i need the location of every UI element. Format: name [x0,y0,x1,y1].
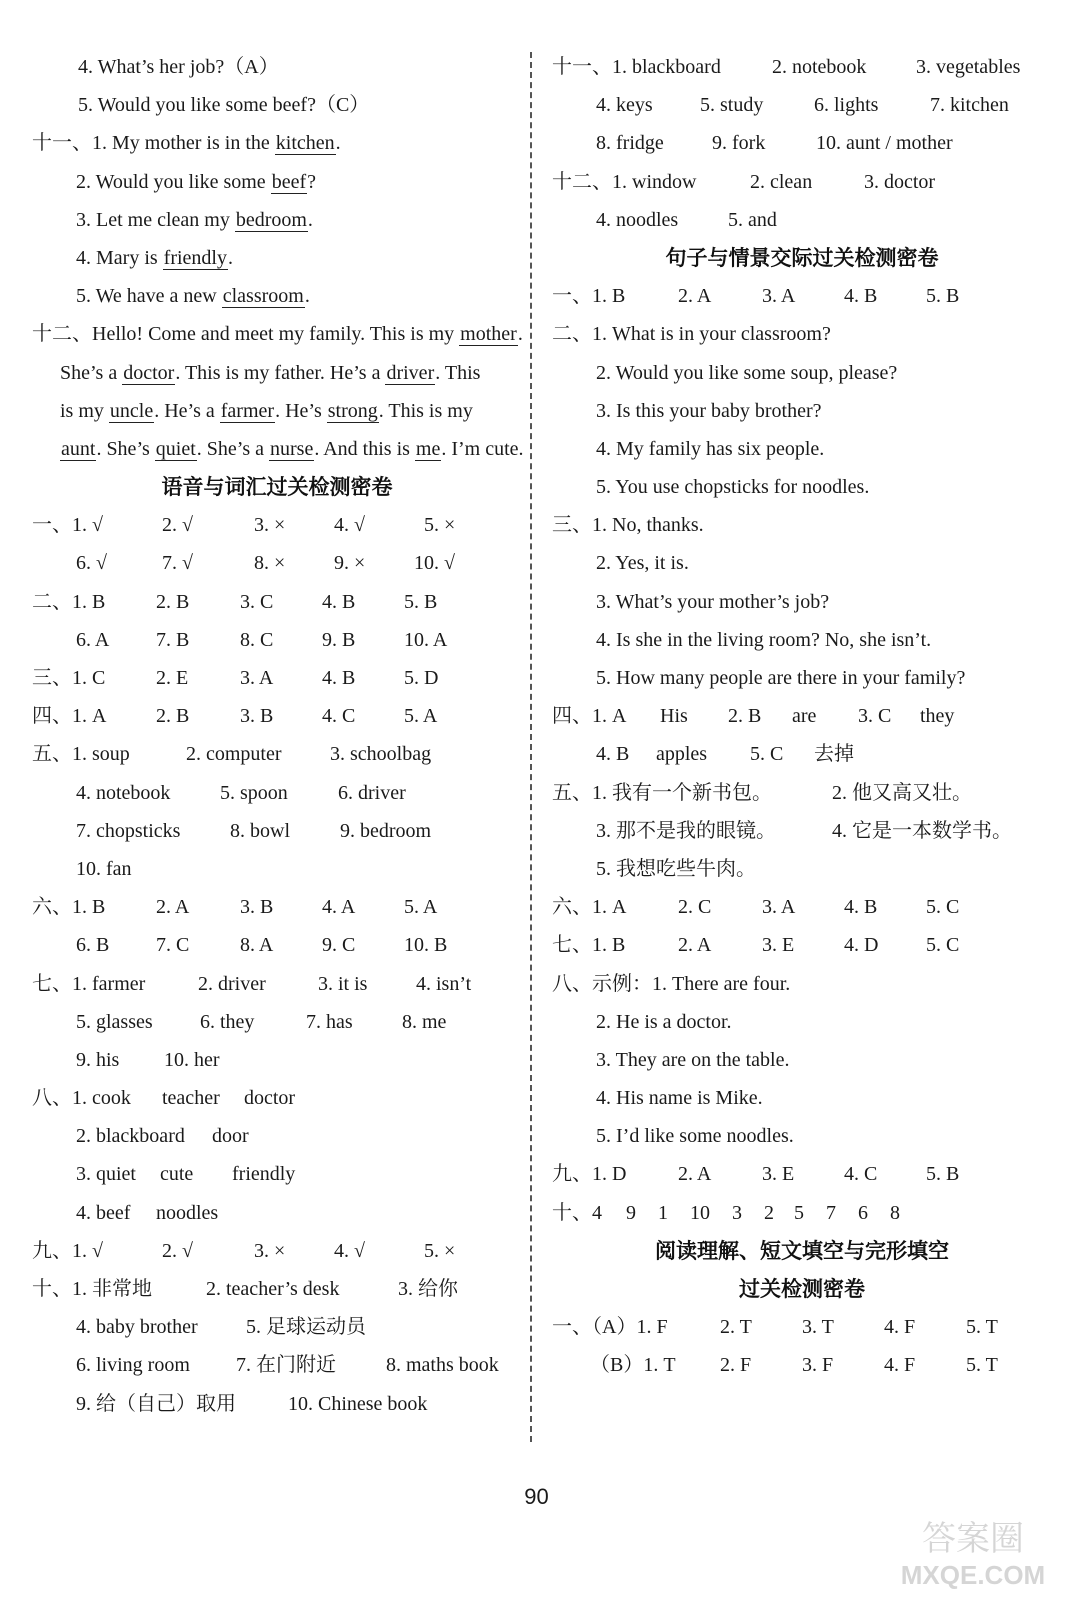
answer-item: 2. clean [750,170,813,193]
answer-item: 9 [626,1201,636,1224]
answer-item: 5. B [926,285,960,308]
filled-blank: kitchen [275,132,335,155]
answer-line [552,163,1052,201]
answer-item: 3. quiet [76,1163,136,1186]
answer-item: 去掉 [814,743,854,766]
answer-line [32,1117,522,1155]
answer-item: 9. bedroom [340,819,432,842]
answer-line [552,124,1052,162]
answer-item: 2. A [678,934,712,957]
answer-item: 4. B [322,590,356,613]
answer-item: 6. driver [338,781,406,804]
page-number: 90 [524,1484,549,1509]
answer-line [32,315,522,353]
answer-item: 5. glasses [76,1010,153,1033]
answer-item: 十二、1. window [552,170,697,193]
watermark-logo [878,1512,1068,1592]
answer-item: 3. C [858,705,892,728]
answer-text [76,201,313,239]
section-heading: 语音与词汇过关检测密卷 [161,475,393,500]
answer-line [552,315,1052,353]
answer-item: 七、1. B [552,934,626,957]
answer-line [32,163,522,201]
answer-item: 9. × [334,552,366,575]
answer-line [552,1308,1052,1346]
answer-line [32,1346,522,1384]
answer-item: 5. D [404,667,439,689]
answer-line [32,926,522,964]
answer-item: 9. B [322,628,356,651]
answer-item: 4. Is she in the living room? No, she isn’t. [596,628,932,651]
answer-item: 八、1. cook [32,1087,131,1110]
answer-line [552,1003,1052,1041]
answer-item: 3. × [254,1239,286,1262]
answer-item: 5. C [926,934,960,957]
answer-item: 一、（A）1. F [552,1316,668,1339]
answer-item: 2. A [678,285,712,308]
answer-item: are [792,705,817,728]
filled-blank: friendly [163,246,227,269]
answer-item: 4. His name is Mike. [596,1087,763,1110]
text-run: . He’s a [154,399,220,422]
answer-item: 4. beef [76,1201,131,1224]
answer-line [32,354,522,392]
answer-item: 2. √ [162,1239,193,1262]
answer-item: 5. and [728,208,777,231]
answer-item: 2. A [678,1163,712,1186]
answer-item: 2. E [156,667,189,689]
answer-item: 4. D [844,934,879,957]
answer-item: 2. √ [162,514,193,537]
answer-item: 十一、1. blackboard [552,56,721,78]
answer-item: 3. They are on the table. [596,1048,790,1071]
answer-item: 2. A [156,896,190,919]
answer-item: 5 [794,1201,804,1224]
answer-line [552,430,1052,468]
answer-item: 2. Would you like some soup, please? [596,361,898,384]
answer-item: 3. B [240,896,274,919]
text-run: 十一、1. My mother is in the [32,132,275,155]
answer-item: 3. 那不是我的眼镜。 [596,819,776,842]
answer-item: His [660,705,688,728]
answer-item: doctor [244,1087,296,1110]
answer-item: 2. teacher’s desk [206,1278,340,1300]
answer-line [32,1155,522,1193]
answer-item: 3. F [802,1354,834,1377]
answer-line [552,506,1052,544]
answer-line [32,277,522,315]
answer-line [32,201,522,239]
answer-line [32,965,522,1003]
answer-item: 8. fridge [596,132,664,155]
answer-item: 10. A [404,628,448,651]
answer-item: 5. B [926,1163,960,1186]
answer-item: 10. Chinese book [288,1392,428,1415]
answer-line [32,239,522,277]
answer-line [552,850,1052,888]
answer-item: 4. keys [596,94,653,117]
text-run: 5. We have a new [76,285,222,308]
answer-line [552,354,1052,392]
answer-item: 5. C [926,896,960,919]
answer-item: 6. B [76,934,110,957]
answer-item: 4. A [322,896,356,919]
answer-item: door [212,1125,249,1148]
answer-item: 2. driver [198,972,266,995]
answer-line [32,1232,522,1270]
answer-item: 2. computer [186,743,282,766]
answer-item: 10 [690,1201,710,1224]
answer-line [552,1155,1052,1193]
answer-item: （B）1. T [590,1354,676,1377]
answer-line [552,201,1052,239]
answer-item: 4. isn’t [416,972,472,995]
answer-item: 4. What’s her job?（A） [78,56,279,78]
answer-item: 4. B [844,896,878,919]
answer-item: 6. A [76,628,110,651]
answer-item: 2. B [156,705,190,728]
filled-blank: doctor [123,361,175,384]
answer-item: 6. √ [76,552,107,575]
answer-line [32,430,522,468]
text-run: 3. Let me clean my [76,208,235,231]
answer-item: 五、1. 我有一个新书包。 [552,781,772,804]
answer-item: 9. 给（自己）取用 [76,1392,236,1415]
answer-line [32,1041,522,1079]
answer-item: 2. B [728,705,762,728]
answer-text [76,239,233,277]
text-run: . [335,132,341,155]
filled-blank: quiet [155,437,196,460]
answer-line [552,1079,1052,1117]
answer-item: 4. F [884,1316,916,1339]
answer-line [32,659,522,697]
answer-item: 10. √ [414,552,455,575]
answer-item: 四、1. A [552,705,627,728]
answer-item: 2. He is a doctor. [596,1010,732,1033]
filled-blank: aunt [61,437,96,460]
answer-item: 3. it is [318,972,368,995]
answer-item: apples [656,743,708,766]
answer-item: 4. baby brother [76,1316,198,1339]
answer-item: noodles [156,1201,219,1224]
answer-item: 3. doctor [864,170,936,193]
answer-line [32,392,522,430]
filled-blank: mother [460,323,517,346]
text-run: . [304,285,310,308]
answer-line [32,1079,522,1117]
answer-item: 七、1. farmer [32,972,146,995]
answer-item: 3. C [240,590,274,613]
answer-item: 5. C [750,743,784,766]
answer-item: 一、1. B [552,285,626,308]
answer-text [60,430,524,468]
text-run: is my [60,399,109,422]
answer-item: 7 [826,1201,836,1224]
answer-item: 4. B [596,743,630,766]
answer-item: 3. × [254,514,286,537]
answer-item: 8. maths book [386,1354,499,1377]
answer-item: 8. × [254,552,286,575]
answer-text [60,354,480,392]
answer-item: 2. 他又高又壮。 [832,781,972,804]
answer-item: 4. √ [334,1239,365,1262]
answer-line [552,735,1052,773]
answer-item: 10. aunt / mother [816,132,953,155]
answer-item: 九、1. √ [32,1239,103,1262]
answer-item: 二、1. What is in your classroom? [552,323,831,346]
section-heading: 句子与情景交际过关检测密卷 [665,245,939,270]
answer-item: 三、1. No, thanks. [552,514,704,537]
answer-item: 2. B [156,590,190,613]
answer-line [32,124,522,162]
text-run: ? [307,170,316,193]
answer-line [32,850,522,888]
answer-line [552,544,1052,582]
answer-item: 5. study [700,94,764,117]
answer-item: 5. spoon [220,781,288,804]
answer-item: 7. chopsticks [76,819,181,842]
text-run: . [307,208,313,231]
answer-item: 4. F [884,1354,916,1377]
answer-item: 二、1. B [32,590,106,613]
text-run: 4. Mary is [76,246,163,269]
answer-item: 6 [858,1201,868,1224]
answer-item: 3. B [240,705,274,728]
answer-item: 十、4 [552,1201,602,1224]
answer-item: 8. me [402,1010,447,1033]
answer-item: 4. C [844,1163,878,1186]
answer-item: 10. fan [76,857,132,880]
answer-text [76,163,316,201]
answer-line [552,812,1052,850]
answer-item: 7. kitchen [930,94,1009,117]
answer-item: 2. blackboard [76,1125,185,1148]
answer-line [32,621,522,659]
answer-line [552,468,1052,506]
filled-blank: me [415,437,441,460]
answer-line [552,926,1052,964]
answer-line [552,1194,1052,1232]
answer-item: 六、1. B [32,896,106,919]
answer-item: 5. Would you like some beef?（C） [78,94,370,117]
answer-item: 2. C [678,896,712,919]
answer-line [552,621,1052,659]
text-run: . He’s [275,399,327,422]
answer-item: 2 [764,1201,774,1224]
answer-item: 9. fork [712,132,766,155]
answer-item: cute [160,1163,194,1186]
answer-line [32,1003,522,1041]
answer-item: 1 [658,1201,668,1224]
text-run: . I’m cute. [441,437,524,460]
answer-item: 5. A [404,705,438,728]
answer-item: 8. A [240,934,274,957]
answer-item: 五、1. soup [32,743,130,766]
filled-blank: beef [271,170,307,193]
answer-item: 十、1. 非常地 [32,1278,152,1300]
answer-item: 8. C [240,628,274,651]
answer-item: 3. E [762,1163,795,1186]
answer-item: 3. schoolbag [330,743,432,766]
watermark-top: 答案圈 [922,1519,1024,1559]
answer-item: 9. C [322,934,356,957]
answer-item: 六、1. A [552,896,627,919]
text-run: . This is my father. He’s a [175,361,386,384]
answer-item: 5. You use chopsticks for noodles. [596,476,870,499]
answer-item: 5. B [404,590,438,613]
answer-item: 四、1. A [32,705,107,728]
text-run: She’s a [60,361,123,384]
filled-blank: classroom [222,285,304,308]
answer-item: 3. A [240,667,274,689]
answer-line [32,86,522,124]
answer-item: 4. √ [334,514,365,537]
answer-item: 6. they [200,1010,255,1033]
filled-blank: driver [386,361,435,384]
answer-item: 4. noodles [596,208,679,231]
answer-item: 5. × [424,1239,456,1262]
answer-line [32,774,522,812]
answer-text [32,124,341,162]
answer-line [32,1385,522,1423]
answer-item: teacher [162,1087,220,1110]
answer-line [32,1194,522,1232]
answer-line [32,544,522,582]
text-run: 2. Would you like some [76,170,271,193]
answer-line [552,1346,1052,1384]
answer-item: 4. C [322,705,356,728]
answer-item: 2. T [720,1316,752,1339]
answer-item: 9. his [76,1048,120,1071]
answer-item: 4. notebook [76,781,171,804]
answer-item: 3. A [762,896,796,919]
answer-item: 3. E [762,934,795,957]
answer-text [76,277,310,315]
answer-item: 3. A [762,285,796,308]
answer-item: 4. My family has six people. [596,437,825,460]
left-column [32,48,522,1423]
answer-item: 8. bowl [230,819,290,842]
filled-blank: strong [327,399,378,422]
answer-line [32,812,522,850]
answer-item: 7. has [306,1010,353,1033]
answer-item: 5. I’d like some noodles. [596,1125,794,1148]
answer-line [552,277,1052,315]
watermark-bottom: MXQE.COM [900,1560,1046,1590]
answer-line [552,1041,1052,1079]
answer-line [552,697,1052,735]
answer-line [552,774,1052,812]
answer-line [552,965,1052,1003]
answer-line [552,659,1052,697]
answer-item: 3 [732,1201,742,1224]
answer-line [32,888,522,926]
answer-item: 三、1. C [32,667,106,689]
answer-item: 3. What’s your mother’s job? [596,590,830,613]
answer-item: 7. 在门附近 [236,1354,336,1377]
answer-item: 一、1. √ [32,514,103,537]
answer-line [552,48,1052,86]
answer-item: 5. × [424,514,456,537]
answer-item: 3. vegetables [916,56,1021,78]
filled-blank: uncle [109,399,154,422]
answer-item: 10. her [164,1048,220,1071]
answer-item: 7. B [156,628,190,651]
answer-line [552,392,1052,430]
text-run: 十二、Hello! Come and meet my family. This is my [32,323,460,346]
answer-item: 5. A [404,896,438,919]
right-column [552,48,1052,1385]
answer-line [32,697,522,735]
answer-line [552,86,1052,124]
answer-item: 3. Is this your baby brother? [596,399,822,422]
answer-line [552,583,1052,621]
filled-blank: farmer [220,399,275,422]
answer-item: 八、示例：1. There are four. [552,972,791,995]
answer-item: 8 [890,1201,900,1224]
answer-item: 6. lights [814,94,879,117]
text-run: . [517,323,523,346]
answer-line [552,1117,1052,1155]
answer-line [32,48,522,86]
answer-line [32,583,522,621]
text-run: . This [435,361,481,384]
answer-item: 3. 给你 [398,1278,458,1300]
answer-item: 7. √ [162,552,193,575]
answer-item: they [920,705,955,728]
answer-item: 4. B [322,667,356,689]
answer-item: 5. T [966,1354,998,1377]
answer-item: 7. C [156,934,190,957]
answer-item: 5. 足球运动员 [246,1316,366,1339]
text-run: . This is my [378,399,473,422]
answer-item: 5. How many people are there in your family? [596,667,966,689]
answer-item: 2. Yes, it is. [596,552,689,575]
column-divider [530,52,532,1442]
answer-text [60,392,473,430]
filled-blank: nurse [270,437,314,460]
answer-item: 2. F [720,1354,752,1377]
answer-item: 2. notebook [772,56,867,78]
answer-item: 3. T [802,1316,834,1339]
answer-item: 4. B [844,285,878,308]
answer-item: 4. 它是一本数学书。 [832,819,1012,842]
answer-item: 九、1. D [552,1163,627,1186]
section-heading: 过关检测密卷 [739,1277,865,1301]
answer-line [552,888,1052,926]
answer-item: friendly [232,1163,296,1186]
text-run: . She’s a [196,437,269,460]
answer-item: 10. B [404,934,448,957]
text-run: . [227,246,233,269]
answer-line [32,735,522,773]
text-run: . And this is [314,437,415,460]
answer-line [32,506,522,544]
answer-item: 6. living room [76,1354,190,1377]
filled-blank: bedroom [235,208,307,231]
answer-item: 5. 我想吃些牛肉。 [596,857,756,880]
answer-text [32,315,523,353]
answer-item: 5. T [966,1316,998,1339]
section-heading: 阅读理解、短文填空与完形填空 [655,1238,949,1263]
text-run: . She’s [96,437,155,460]
answer-line [32,1270,522,1308]
answer-line [32,1308,522,1346]
